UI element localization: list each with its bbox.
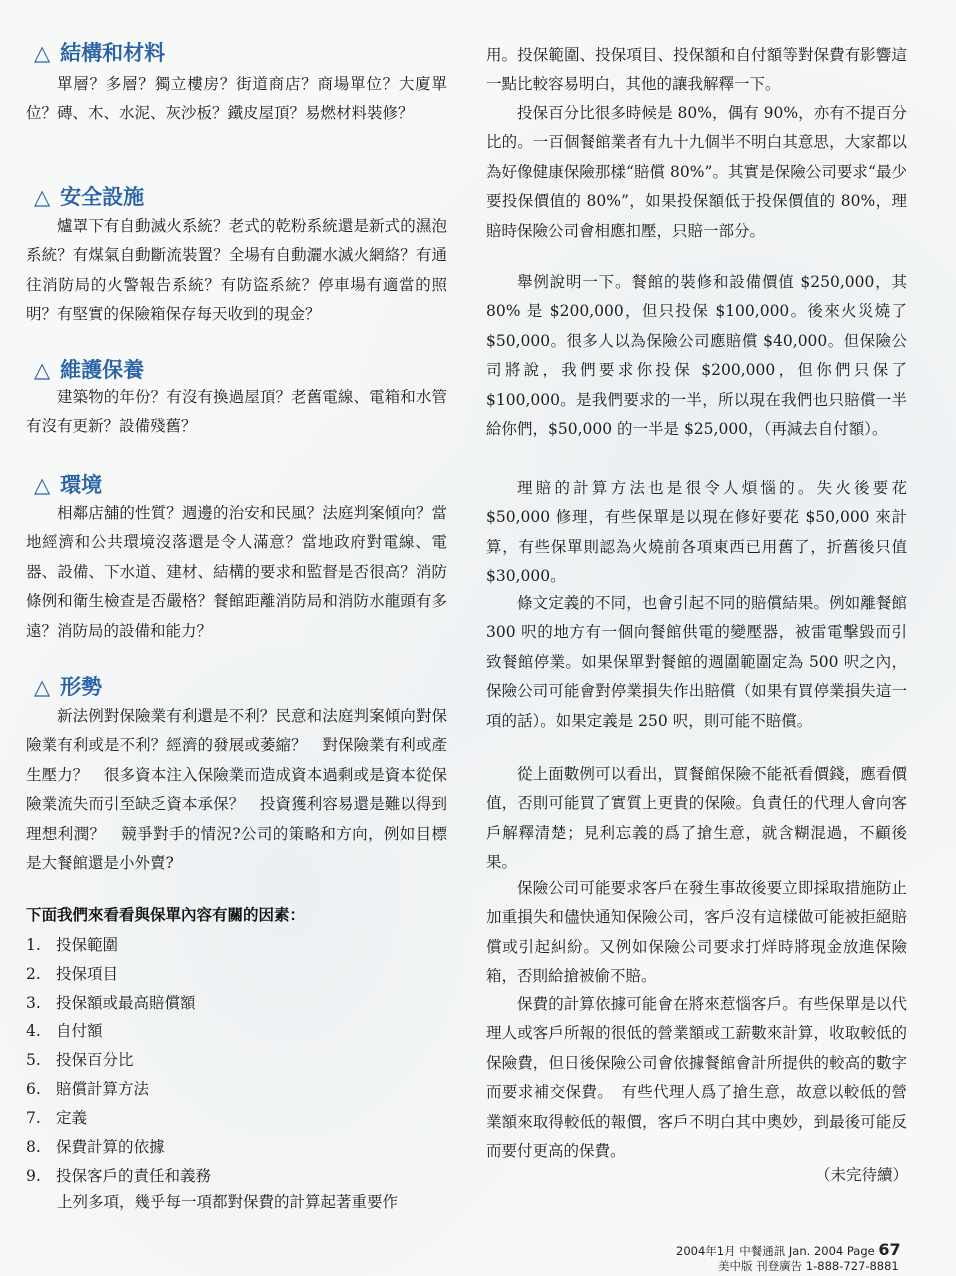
paragraph-right-8: 保費的計算依據可能會在將來惹惱客戶。有些保單是以代理人或客戶所報的很低的營業額或工薪數來計算，收取較低的保險費，但日後保險公司會依據餐館會計所提供的較高的數字而要求補交保費。 有些代理人爲了搶生意，故意以較低的營業額來取得較低的報價，客戶不明白其中奧妙，到最後可能反而要付更高的保費。 bbox=[486, 995, 907, 1161]
section-heading-maintenance: △ 維護保養 bbox=[34, 358, 145, 382]
factors-heading: 下面我們來看看與保單內容有關的因素： bbox=[26, 906, 306, 924]
paragraph-structure: 單層？多層？獨立樓房？街道商店？商場單位？大廈單位？磚、木、水泥、灰沙板？鐵皮屋頂？易燃材料裝修？ bbox=[26, 75, 447, 123]
page-number: 67 bbox=[878, 1240, 901, 1259]
page-footer-advert: 美中版 刊登廣告 1-888-727-8881 bbox=[718, 1259, 899, 1273]
list-item: 6. 賠償計算方法 bbox=[26, 1080, 150, 1098]
list-item: 9. 投保客戶的責任和義務 bbox=[26, 1167, 212, 1185]
section-heading-structure: △ 結構和材料 bbox=[34, 41, 166, 65]
section-heading-environment: △ 環境 bbox=[34, 473, 103, 497]
list-item: 1. 投保範圍 bbox=[26, 936, 119, 954]
paragraph-right-5: 條文定義的不同，也會引起不同的賠償結果。例如離餐館 300 呎的地方有一個向餐館供電的變壓器，被雷電擊毀而引致餐館停業。如果保單對餐館的週圍範圍定為 500 呎之內，保險公司可能會對停業損失作出賠償（如果有買停業損失這一項的話）。如果定義是 250 呎，則可能不賠償。 bbox=[486, 594, 907, 730]
paragraph-right-2: 投保百分比很多時候是 80%，偶有 90%，亦有不提百分比的。一百個餐館業者有九十九個半不明白其意思，大家都以為好像健康保險那樣“賠償 80%”。其實是保險公司要求“最少要投保價值的 80%”，如果投保額低于投保價值的 80%，理賠時保險公司會相應扣壓，只賠一部分。 bbox=[486, 104, 907, 240]
triangle-outline-icon: △ bbox=[34, 41, 51, 65]
triangle-outline-icon: △ bbox=[34, 358, 51, 382]
paragraph-safety: 爐罩下有自動滅火系統？老式的乾粉系統還是新式的濕泡系統？有煤氣自動斷流裝置？全場有自動灑水滅火網絡？有通往消防局的火警報告系統？有防盜系統？停車場有適當的照明？有堅實的保險箱保存每天收到的現金？ bbox=[26, 217, 447, 324]
paragraph-maintenance: 建築物的年份？有沒有換過屋頂？老舊電線、電箱和水管有沒有更新？設備殘舊？ bbox=[26, 388, 447, 436]
list-item: 3. 投保額或最高賠償額 bbox=[26, 994, 196, 1012]
to-be-continued-note: （未完待續） bbox=[814, 1166, 908, 1184]
paragraph-environment: 相鄰店舖的性質？週邊的治安和民風？法庭判案傾向？當地經濟和公共環境沒落還是令人滿意？當地政府對電線、電器、設備、下水道、建材、結構的要求和監督是否很高？消防條例和衛生檢查是否嚴格？餐館距離消防局和消防水龍頭有多遠？消防局的設備和能力？ bbox=[26, 504, 447, 640]
paragraph-situation: 新法例對保險業有利還是不利？民意和法庭判案傾向對保險業有利或是不利？經濟的發展或萎縮？ 對保險業有利或產生壓力？ 很多資本注入保險業而造成資本過剩或是資本從保險業流失而引至缺乏資本承保？ 投資獲利容易還是難以得到理想利潤？ 競爭對手的情況?公司的策略和方向，例如目標是大餐館還是小外賣? bbox=[26, 707, 447, 873]
triangle-outline-icon: △ bbox=[34, 185, 51, 209]
section-heading-situation: △ 形勢 bbox=[34, 675, 103, 699]
paragraph-right-7: 保險公司可能要求客戶在發生事故後要立即採取措施防止加重損失和儘快通知保險公司，客戶沒有這樣做可能被拒絕賠償或引起糾紛。又例如保險公司要求打烊時將現金放進保險箱，否則給搶被偷不賠。 bbox=[486, 879, 907, 986]
paragraph-right-3: 舉例說明一下。餐館的裝修和設備價值 $250,000，其 80% 是 $200,000，但只投保 $100,000。後來火災燒了 $50,000。很多人以為保險公司應賠償 $40,000。但保險公司將說，我們要求你投保 $200,000，但你們只保了 $100,000。是我們要求的一半，所以現在我們也只賠償一半給你們，$50,000 的一半是 $25,000，（再減去自付額）。 bbox=[486, 273, 907, 439]
paragraph-right-4: 理賠的計算方法也是很令人煩惱的。失火後要花 $50,000 修理，有些保單是以現在修好要花 $50,000 來計算，有些保單則認為火燒前各項東西已用舊了，折舊後只值 $30,000。 bbox=[486, 479, 907, 586]
list-item: 5. 投保百分比 bbox=[26, 1051, 134, 1069]
paragraph-factors-after: 上列多項，幾乎每一項都對保費的計算起著重要作 bbox=[57, 1193, 399, 1211]
list-item: 2. 投保項目 bbox=[26, 965, 119, 983]
triangle-outline-icon: △ bbox=[34, 675, 51, 699]
list-item: 4. 自付額 bbox=[26, 1022, 103, 1040]
triangle-outline-icon: △ bbox=[34, 473, 51, 497]
list-item: 7. 定義 bbox=[26, 1109, 88, 1127]
section-heading-safety: △ 安全設施 bbox=[34, 185, 145, 209]
paragraph-right-6: 從上面數例可以看出，買餐館保險不能祇看價錢，應看價值，否則可能買了實質上更貴的保險。負責任的代理人會向客戶解釋清楚；見利忘義的爲了搶生意，就含糊混過，不顧後果。 bbox=[486, 765, 907, 872]
list-item: 8. 保費計算的依據 bbox=[26, 1138, 165, 1156]
paragraph-right-1: 用。投保範圍、投保項目、投保額和自付額等對保費有影響這一點比較容易明白，其他的讓我解釋一下。 bbox=[486, 46, 907, 94]
page-footer-date: 2004年1月 中餐通訊 Jan. 2004 Page 67 bbox=[676, 1240, 901, 1259]
